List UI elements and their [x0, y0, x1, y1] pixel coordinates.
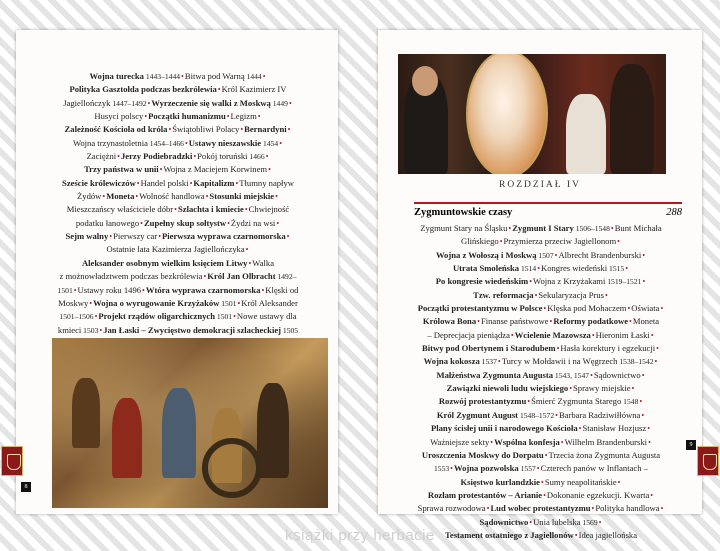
bullet-separator: •	[560, 437, 564, 447]
page-number-right: 9	[686, 440, 696, 450]
toc-entry: Zaciężni	[86, 151, 117, 162]
bullet-separator: •	[279, 138, 283, 148]
toc-entry: Sprawy miejskie	[573, 383, 631, 394]
toc-line	[26, 203, 330, 216]
toc-date: 1519–1521	[605, 277, 642, 287]
toc-entry-bold: Kapitalizm	[193, 177, 235, 188]
bullet-separator: •	[641, 370, 645, 380]
toc-date: 1501	[215, 312, 233, 322]
toc-date: 1505	[281, 325, 299, 335]
bullet-separator: •	[181, 72, 184, 81]
bullet-separator: •	[537, 264, 540, 274]
bullet-separator: •	[510, 330, 514, 340]
bullet-separator: •	[73, 285, 77, 295]
toc-entry: Barbara Radziwiłłówna	[558, 409, 641, 420]
toc-date: 1514	[519, 264, 537, 274]
bullet-separator: •	[578, 424, 582, 434]
bullet-separator: •	[117, 152, 120, 162]
bullet-separator: •	[257, 112, 261, 122]
toc-entry-bold: Wyrzeczenie się walki z Moskwą	[151, 97, 271, 108]
toc-entry: Klęska pod Mohaczem	[547, 303, 627, 314]
toc-line	[388, 489, 694, 502]
toc-entry-bold: Wojna kokosza	[423, 356, 480, 367]
bullet-separator: •	[543, 304, 547, 314]
bullet-separator: •	[631, 384, 635, 394]
toc-date: 1449	[270, 98, 288, 108]
bullet-separator: •	[147, 98, 151, 108]
toc-entry: Król Kazimierz IV	[221, 84, 287, 95]
bullet-separator: •	[174, 205, 177, 215]
toc-date: 1507	[536, 250, 554, 260]
toc-date: 1537	[479, 357, 497, 367]
toc-entry: Sumy neapolitańskie	[544, 476, 617, 487]
toc-entry: Pierwszy car	[113, 231, 158, 242]
bullet-separator: •	[477, 317, 480, 327]
toc-entry: Zygmunt Stary na Śląsku	[420, 223, 508, 233]
toc-line	[388, 329, 694, 342]
toc-line	[388, 409, 694, 422]
toc-line	[26, 70, 330, 83]
toc-line	[388, 262, 694, 275]
toc-entry: Nowe ustawy dla	[236, 311, 297, 322]
bullet-separator: •	[287, 125, 291, 135]
toc-entry: Czterech panów w Inflantach –	[540, 463, 648, 474]
toc-entry-bold: Sejm walny	[65, 231, 109, 242]
toc-date: 1553	[433, 464, 450, 474]
toc-entry-bold: Rozłam protestantów – Arianie	[427, 489, 543, 500]
toc-date: 1506–1548	[573, 224, 610, 233]
toc-entry: Ostatnie lata Kazimierza Jagiellończyka	[106, 244, 245, 255]
bullet-separator: •	[529, 517, 533, 527]
eagle-emblem-left	[1, 446, 23, 476]
bullet-separator: •	[590, 370, 593, 380]
bullet-separator: •	[227, 218, 230, 228]
bullet-separator: •	[217, 85, 221, 95]
toc-entry: Ważniejsze sekty	[430, 436, 490, 447]
bullet-separator: •	[627, 304, 631, 314]
toc-entry: Walka	[252, 257, 275, 268]
toc-date: 1466	[247, 152, 265, 162]
bullet-separator: •	[136, 178, 140, 188]
toc-entry-bold: Sądownictwo	[479, 516, 529, 527]
eagle-emblem-right	[697, 446, 719, 476]
toc-entry: Sprawa rozwodowa	[417, 503, 486, 514]
toc-entry-bold: Pierwsza wyprawa czarnomorska	[162, 231, 286, 242]
toc-line	[26, 310, 330, 323]
toc-entry: Oświata	[631, 303, 660, 314]
bullet-separator: •	[99, 325, 103, 335]
battle-illustration	[52, 338, 328, 508]
toc-entry-bold: Jan Łaski – Zwycięstwo demokracji szlacheckiej	[103, 324, 282, 335]
toc-line	[26, 284, 330, 297]
toc-line	[388, 395, 694, 408]
toc-entry: Sekularyzacja Prus	[538, 289, 605, 300]
cameo-portrait	[466, 54, 548, 174]
toc-line	[26, 110, 330, 123]
toc-entry-bold: Zależność Kościoła od króla	[64, 124, 168, 135]
toc-line	[26, 257, 330, 270]
bullet-separator: •	[89, 298, 93, 308]
toc-entry: Bunt Michała	[614, 223, 662, 233]
toc-line	[26, 163, 330, 176]
toc-entry-bold: Księstwo kurlandzkie	[460, 476, 541, 487]
toc-date: 1501	[57, 285, 73, 295]
bullet-separator: •	[591, 504, 595, 514]
toc-line	[26, 83, 330, 96]
bullet-separator: •	[642, 277, 646, 287]
toc-entry-bold: Moneta	[106, 191, 135, 202]
chapter-heading	[414, 202, 682, 218]
bullet-separator: •	[109, 232, 113, 242]
toc-entry: kmieci	[57, 324, 82, 335]
toc-entry-bold: Zawiązki niewoli ludu wiejskiego	[446, 383, 569, 394]
bullet-separator: •	[555, 410, 558, 420]
bullet-separator: •	[262, 72, 266, 81]
toc-line	[388, 449, 694, 462]
toc-entry-bold: Wojna pozwolska	[453, 463, 519, 474]
bullet-separator: •	[268, 165, 271, 175]
toc-entry-bold: Plany ścisłej unii i narodowego Kościoła	[430, 423, 578, 434]
toc-entry-bold: Utrata Smoleńska	[452, 263, 520, 274]
toc-entry: Pokój toruński	[197, 151, 248, 162]
bullet-separator: •	[193, 152, 197, 162]
toc-entry: Turcy w Mołdawii i na Węgrzech	[501, 356, 618, 367]
toc-date: 1443–1444	[143, 72, 181, 81]
bullet-separator: •	[605, 290, 608, 300]
bullet-separator: •	[648, 437, 651, 447]
toc-entry: Stanisław Hozjusz	[582, 423, 647, 434]
toc-entry: Wojna z Maciejem Korwinem	[163, 164, 268, 175]
toc-entry: Żydów	[77, 191, 102, 202]
toc-entry: Trzecia żona Zygmunta Augusta	[548, 449, 661, 460]
bullet-separator: •	[536, 464, 540, 474]
toc-line	[388, 249, 694, 262]
toc-entry: Śmierć Zygmunta Starego	[531, 396, 622, 407]
bullet-separator: •	[654, 357, 658, 367]
toc-line	[388, 462, 694, 475]
bullet-separator: •	[144, 112, 148, 122]
toc-entry-bold: Po kongresie wiedeńskim	[435, 276, 529, 287]
bullet-separator: •	[286, 232, 290, 242]
toc-entry-bold: Król Jan Olbracht	[207, 271, 276, 282]
toc-entry-bold: Ustawy nieszawskie	[188, 137, 262, 148]
toc-entry-bold: Projekt rządów oligarchicznych	[98, 311, 216, 322]
toc-entry: Wojna trzynastoletnia	[72, 137, 148, 148]
bullet-separator: •	[660, 304, 664, 314]
bullet-separator: •	[245, 245, 249, 255]
bullet-separator: •	[244, 205, 248, 215]
bullet-separator: •	[233, 312, 236, 322]
toc-entry: Handel polski	[140, 177, 189, 188]
toc-line	[388, 382, 694, 395]
toc-entry: podatku łanowego	[75, 217, 140, 228]
bullet-separator: •	[625, 264, 629, 274]
toc-entry-bold: Jerzy Podiebradzki	[120, 151, 193, 162]
toc-entry-bold: Szeście królewiczów	[62, 177, 136, 188]
toc-entry-bold: Wspólna konfesja	[494, 436, 560, 447]
toc-date: 1543, 1547	[553, 370, 590, 380]
toc-entry-bold: Początki humanizmu	[148, 111, 226, 122]
bullet-separator: •	[554, 250, 558, 260]
toc-entry: Mieszczańscy właściciele dóbr	[66, 204, 174, 215]
toc-line	[388, 369, 694, 382]
toc-entry: Sądownictwo	[593, 369, 641, 380]
bullet-separator: •	[189, 178, 193, 188]
bullet-separator: •	[534, 290, 538, 300]
bullet-separator: •	[529, 277, 533, 287]
toc-entry: – Deprecjacja pieniądza	[427, 329, 510, 340]
toc-date: 1503	[81, 325, 99, 335]
toc-entry: Żydzi na wsi	[230, 217, 276, 228]
toc-entry: Król Aleksander	[241, 297, 298, 308]
chapter-title: Zygmuntowskie czasy	[414, 207, 513, 218]
chapter-label: ROZDZIAŁ IV	[499, 180, 581, 190]
bullet-separator: •	[135, 192, 139, 202]
toc-entry-bold: Król Zygmunt August	[436, 409, 519, 420]
toc-line	[388, 422, 694, 435]
bullet-separator: •	[641, 410, 645, 420]
toc-line	[388, 502, 694, 515]
toc-entry: Chwiejność	[248, 204, 290, 215]
toc-date: 1548–1572	[518, 410, 555, 420]
page-number-left: 8	[21, 482, 31, 492]
left-toc-text	[26, 70, 330, 337]
left-page	[16, 30, 338, 514]
bullet-separator: •	[629, 317, 632, 327]
toc-entry-bold: Uroszczenia Moskwy do Dorpatu	[421, 449, 544, 460]
toc-entry-bold: Zygmunt I Stary	[512, 223, 574, 233]
toc-entry-bold: Wojna z Wołoszą i Moskwą	[435, 249, 537, 260]
toc-entry: Wolność handlowa	[139, 191, 205, 202]
toc-entry: Kongres wiedeński	[541, 263, 608, 274]
toc-entry: Dokonanie egzekucji. Kwarta	[546, 489, 650, 500]
toc-entry-bold: Bernardyni	[244, 124, 287, 135]
toc-line	[26, 150, 330, 163]
toc-entry-bold: Początki protestantyzmu w Polsce	[417, 303, 543, 314]
toc-entry: z możnowładztwem podczas bezkrólewia	[59, 271, 203, 282]
toc-line	[26, 230, 330, 243]
toc-entry: Albrecht Brandenburski	[558, 249, 642, 260]
bullet-separator: •	[544, 450, 548, 460]
bullet-separator: •	[486, 504, 490, 514]
toc-entry: Jagiellończyk	[63, 97, 111, 108]
toc-date: 1501	[219, 298, 237, 308]
bullet-separator: •	[265, 152, 269, 162]
bullet-separator: •	[205, 192, 209, 202]
toc-entry: Świątobliwi Polacy	[172, 124, 240, 135]
watermark: książki przy herbacie	[285, 527, 435, 544]
toc-line	[388, 342, 694, 355]
bullet-separator: •	[140, 218, 143, 228]
toc-line	[388, 355, 694, 368]
toc-entry: Idea jagiellońska	[578, 529, 638, 540]
chapter-page: 288	[666, 207, 682, 218]
toc-entry-bold: Aleksander osobnym wielkim księciem Litwy	[81, 257, 248, 268]
toc-date: 1444	[244, 72, 262, 81]
toc-entry: Wojna z Krzyżakami	[533, 276, 606, 287]
toc-date: 1548	[621, 397, 639, 407]
bullet-separator: •	[240, 125, 244, 135]
bullet-separator: •	[102, 192, 106, 202]
toc-entry-bold: Zupełny skup sołtystw	[143, 217, 227, 228]
toc-entry-bold: Polityka Gasztołda podczas bezkrólewia	[69, 84, 217, 95]
toc-entry: Wilhelm Brandenburski	[564, 436, 648, 447]
bullet-separator: •	[639, 397, 643, 407]
toc-entry-bold: Wtóra wyprawa czarnomorska	[145, 284, 261, 295]
toc-line	[388, 235, 694, 248]
toc-entry-bold: Stosunki miejskie	[209, 191, 275, 202]
toc-line	[388, 222, 694, 235]
bullet-separator: •	[650, 490, 654, 500]
bullet-separator: •	[159, 165, 163, 175]
bullet-separator: •	[248, 258, 252, 268]
bullet-separator: •	[610, 224, 614, 233]
toc-line	[388, 476, 694, 489]
bullet-separator: •	[450, 464, 453, 474]
toc-entry: Moskwy	[58, 297, 89, 308]
bullet-separator: •	[168, 125, 172, 135]
toc-entry: Legizm	[230, 111, 257, 122]
toc-date: 1515	[607, 264, 625, 274]
toc-line	[26, 190, 330, 203]
toc-entry-bold: Królowa Bona	[422, 316, 477, 327]
bullet-separator: •	[574, 530, 578, 540]
bullet-separator: •	[541, 477, 544, 487]
bullet-separator: •	[275, 192, 278, 202]
bullet-separator: •	[650, 330, 654, 340]
bullet-separator: •	[490, 437, 494, 447]
toc-line	[388, 315, 694, 328]
toc-entry: Unia lubelska	[533, 516, 581, 527]
bullet-separator: •	[656, 344, 659, 354]
bullet-separator: •	[158, 232, 162, 242]
toc-entry: Polityka handlowa	[595, 503, 660, 514]
bullet-separator: •	[591, 330, 595, 340]
toc-line	[26, 297, 330, 310]
toc-entry: Klęski od	[265, 284, 299, 295]
toc-date: 1538–1542	[617, 357, 654, 367]
toc-date: 1492–	[275, 272, 297, 282]
bullet-separator: •	[203, 272, 207, 282]
toc-entry-bold: Lud wobec protestantyzmu	[490, 503, 591, 514]
toc-date: 1454–1466	[147, 138, 184, 148]
toc-line	[26, 177, 330, 190]
bullet-separator: •	[527, 397, 531, 407]
toc-entry-bold: Tzw. reformacja	[473, 289, 534, 300]
toc-entry: Finanse państwowe	[480, 316, 549, 327]
bullet-separator: •	[497, 357, 501, 367]
toc-entry: Tłumny napływ	[239, 177, 294, 188]
toc-date: 1454	[261, 138, 279, 148]
bullet-separator: •	[549, 317, 553, 327]
bullet-separator: •	[288, 98, 292, 108]
toc-line	[26, 137, 330, 150]
toc-entry-bold: Testament ostatniego z Jagiellonów	[444, 529, 574, 540]
toc-line	[26, 270, 330, 283]
toc-entry-bold: Wojna o wyrugowanie Krzyżaków	[93, 297, 220, 308]
bullet-separator: •	[508, 224, 512, 233]
toc-entry: Glińskiego	[461, 236, 499, 247]
toc-entry-bold: Wcielenie Mazowsza	[514, 329, 591, 340]
right-toc-text	[388, 222, 694, 542]
bullet-separator: •	[617, 477, 621, 487]
toc-entry: Hasła korektury i egzekucji	[560, 343, 656, 354]
bullet-separator: •	[598, 517, 602, 527]
toc-entry-bold: Reformy podatkowe	[553, 316, 629, 327]
toc-entry: Husyci polscy	[94, 111, 144, 122]
bullet-separator: •	[237, 298, 241, 308]
toc-entry-bold: Szlachta i kmiecie	[177, 204, 244, 215]
toc-line	[388, 302, 694, 315]
toc-date: 1569	[580, 517, 598, 527]
bullet-separator: •	[261, 285, 265, 295]
bullet-separator: •	[556, 344, 560, 354]
toc-line	[26, 217, 330, 230]
bullet-separator: •	[226, 112, 230, 122]
bullet-separator: •	[276, 218, 280, 228]
toc-line	[26, 243, 330, 256]
bullet-separator: •	[647, 424, 651, 434]
toc-date: 1557	[518, 464, 536, 474]
bullet-separator: •	[499, 237, 503, 247]
toc-entry: Moneta	[632, 316, 660, 327]
toc-line	[26, 324, 330, 337]
toc-line	[388, 275, 694, 288]
toc-entry: Ustawy roku 1496	[77, 284, 142, 295]
bullet-separator: •	[617, 237, 620, 247]
bullet-separator: •	[142, 285, 145, 295]
toc-line	[388, 289, 694, 302]
bullet-separator: •	[642, 250, 646, 260]
bullet-separator: •	[660, 504, 664, 514]
toc-line	[26, 123, 330, 136]
right-page	[378, 30, 702, 540]
toc-entry: Przymierza przeciw Jagiellonom	[503, 236, 617, 247]
bullet-separator: •	[235, 178, 239, 188]
toc-entry-bold: Bitwy pod Obertynem i Starodubem	[422, 343, 556, 354]
toc-entry: Bitwa pod Warną	[184, 71, 245, 81]
toc-date: 1447–1492	[110, 98, 147, 108]
toc-entry-bold: Trzy państwa w unii	[84, 164, 159, 175]
toc-date: 1501–1506	[59, 312, 94, 322]
toc-line	[26, 97, 330, 110]
bullet-separator: •	[94, 312, 98, 322]
toc-entry-bold: Wojna turecka	[89, 71, 144, 81]
portrait-collage-illustration	[398, 54, 666, 174]
bullet-separator: •	[543, 490, 546, 500]
toc-entry: Hieronim Łaski	[595, 329, 650, 340]
toc-entry-bold: Rozwój protestantyzmu	[438, 396, 527, 407]
toc-line	[388, 436, 694, 449]
toc-entry-bold: Małżeństwa Zygmunta Augusta	[436, 369, 553, 380]
bullet-separator: •	[569, 384, 572, 394]
bullet-separator: •	[184, 138, 188, 148]
